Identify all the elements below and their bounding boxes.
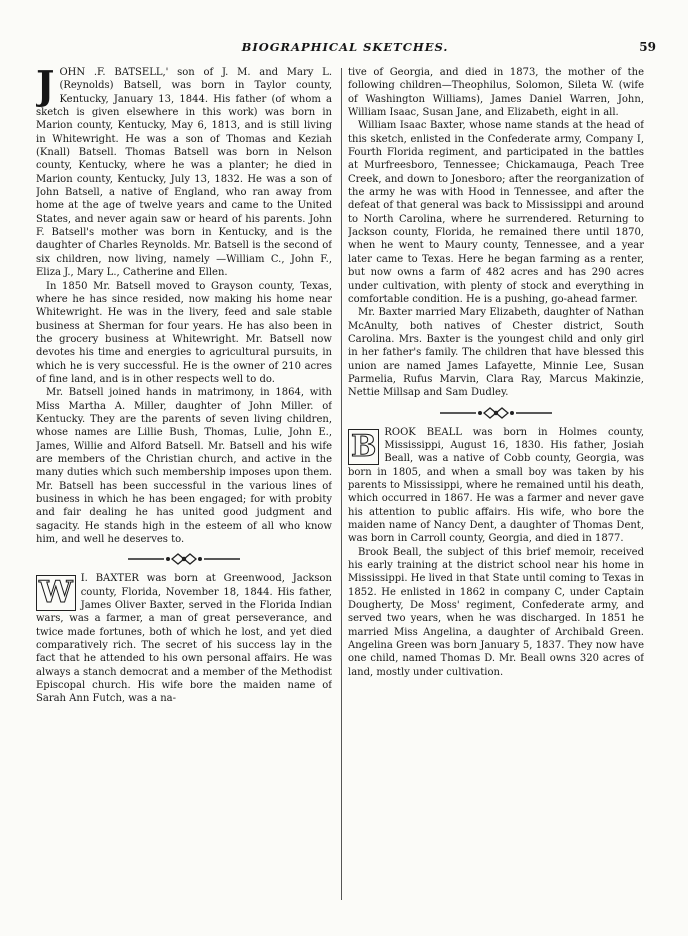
ornament-divider xyxy=(36,548,332,570)
paragraph-text: OHN .F. BATSELL,' son of J. M. and Mary L. (Reynolds) Batsell, was born in Taylor county, Kentucky, January 13, 1844. His father (of whom a sketch is given elsewhere in this work) was born in Marion county, Kentucky, May 6, 1813, and is still living in Whitewright. He was a son of Thomas and Keziah (Knall) Batsell. Thomas Batsell was born in Nelson county, Kentucky, where he was a planter; he died in Marion county, Kentucky, July 13, 1832. He was a son of John Batsell, a native of England, who ran away from home at the age of twelve years and came to the United States, and never again saw or heard of his parents. John F. Batsell's mother was born in Kentucky, and is the daughter of Charles Reynolds. Mr. Batsell is the second of six children, now living, namely —William C., John F., Eliza J., Mary L., Catherine and Ellen. xyxy=(36,67,332,279)
paragraph: William Isaac Baxter, whose name stands at the head of this sketch, enlisted in the Confederate army, Company I, Fourth Florida regiment, and participated in the battles at Murfreesboro, Tennessee; Chickamauga, Peach Tree Creek, and down to Jonesboro; after the reorganization of the army he was with Hood in Tennessee, and after the defeat of that general was back to Mississippi and around to North Carolina, where he surrendered. Returning to Jackson county, Florida, he remained there until 1870, when he went to Maury county, Tennessee, and a year later came to Texas. Here he began farming as a renter, but now owns a farm of 482 acres and has 290 acres under cultivation, with plenty of stock and everything in comfortable condition. He is a pushing, go-ahead farmer. xyxy=(348,120,644,305)
paragraph: Mr. Baxter married Mary Elizabeth, daughter of Nathan McAnulty, both natives of Chester district, South Carolina. Mrs. Baxter is the youngest child and only girl in her father's family. The children that have blessed this union are named James Lafayette, Minnie Lee, Susan Parmelia, Rufus Marvin, Clara Ray, Marcus Makinzie, Nettie Millsap and Sam Dudley. xyxy=(348,307,644,399)
paragraph: In 1850 Mr. Batsell moved to Grayson county, Texas, where he has since resided, now making his home near Whitewright. He was in the livery, feed and sale stable business at Sherman for four years. He has also been in the grocery business at Whitewright. Mr. Batsell now devotes his time and energies to agricultural pursuits, in which he is very successful. He is the owner of 210 acres of fine land, and is in other respects well to do. xyxy=(36,280,332,385)
paragraph xyxy=(36,66,332,280)
sketch-batsell xyxy=(36,66,332,546)
paragraph: Mr. Batsell joined hands in matrimony, in 1864, with Miss Martha A. Miller, daughter of John Miller. of Kentucky. They are the parents of seven living children, whose names are Lillie Bush, Thomas, Lulie, John E., James, Willie and Alford Batsell. Mr. Batsell and his wife are members of the Christian church, and active in the many duties which such membership imposes upon them. Mr. Batsell has been successful in the various lines of business in which he has been engaged; for with probity and fair dealing he has united good judgment and sagacity. He stands high in the esteem of all who know him, and well he deserves to. xyxy=(36,387,332,546)
sketch-baxter-continued xyxy=(348,66,644,400)
column-rule xyxy=(341,68,342,900)
ornament-icon xyxy=(436,406,556,420)
paragraph xyxy=(36,572,332,705)
running-title: BIOGRAPHICAL SKETCHES. xyxy=(241,40,449,54)
ornament-divider xyxy=(348,402,644,424)
right-column xyxy=(348,66,644,916)
page-number: 59 xyxy=(639,40,656,54)
page-header xyxy=(34,40,656,62)
drop-cap: J xyxy=(36,66,55,109)
sketch-beall xyxy=(348,426,644,680)
paragraph xyxy=(348,426,644,546)
paragraph-text: I. BAXTER was born at Greenwood, Jackson county, Florida, November 18, 1844. His father, James Oliver Baxter, served in the Florida Indian wars, was a farmer, a man of great perseverance, and twice made fortunes, both of which he lost, and yet died comparatively rich. The secret of his success lay in the fact that he attended to his own personal affairs. He was always a stanch democrat and a member of the Methodist Episcopal church. His wife bore the maiden name of Sarah Ann Futch, was a na- xyxy=(36,573,332,705)
sketch-baxter xyxy=(36,572,332,705)
paragraph: tive of Georgia, and died in 1873, the mother of the following children—Theophilus, Solomon, Sileta W. (wife of Washington Williams), James Daniel Warren, John, William Isaac, Susan Jane, and Elizabeth, eight in all. xyxy=(348,67,644,119)
paragraph: Brook Beall, the subject of this brief memoir, received his early training at the district school near his home in Mississippi. He lived in that State until coming to Texas in 1852. He enlisted in 1862 in company C, under Captain Dougherty, De Moss' regiment, Confederate army, and served two years, when he was discharged. In 1851 he married Miss Angelina, a daughter of Archibald Green. Angelina Green was born January 5, 1837. They now have one child, named Thomas D. Mr. Beall owns 320 acres of land, mostly under cultivation. xyxy=(348,546,644,678)
drop-cap: W xyxy=(36,575,76,611)
drop-cap: B xyxy=(348,429,379,465)
left-column xyxy=(36,66,332,916)
ornament-icon xyxy=(124,552,244,566)
paragraph-text: ROOK BEALL was born in Holmes county, Mississippi, August 16, 1830. His father, Josiah Beall, was a native of Cobb county, Georgia, was born in 1805, and when a small boy was taken by his parents to Mississippi, where he remained until his death, which occurred in 1867. He was a farmer and never gave his attention to public affairs. His wife, who bore the maiden name of Nancy Dent, a daughter of Thomas Dent, was born in Carroll county, Georgia, and died in 1877. xyxy=(348,426,644,545)
